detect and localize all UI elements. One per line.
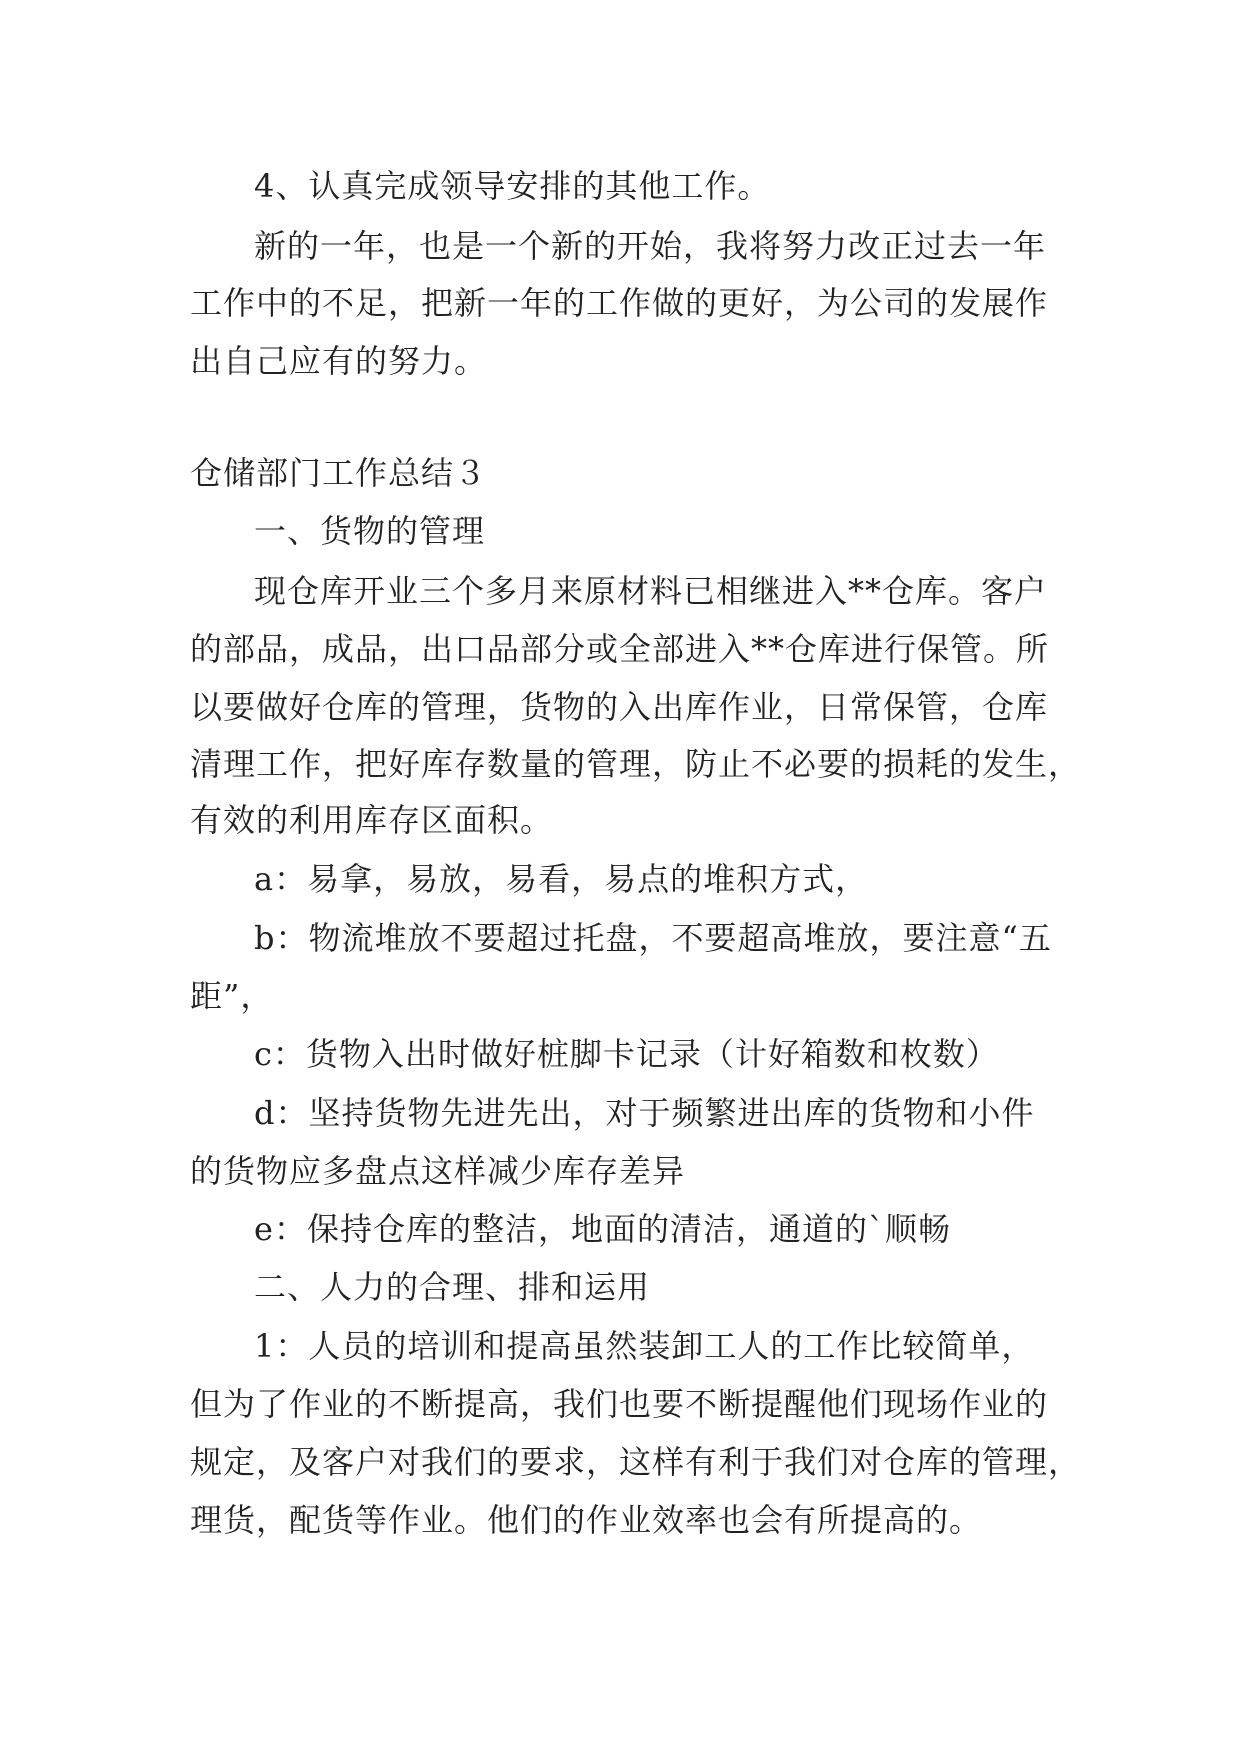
subsection-heading: 一、货物的管理	[254, 512, 486, 550]
paragraph-line: 以要做好仓库的管理，货物的入出库作业，日常保管，仓库	[190, 688, 1049, 726]
list-item-c: c：货物入出时做好桩脚卡记录（计好箱数和枚数）	[254, 1035, 999, 1073]
paragraph-line: 的部品，成品，出口品部分或全部进入**仓库进行保管。所	[190, 630, 1050, 668]
list-item-a: a：易拿，易放，易看，易点的堆积方式，	[254, 860, 869, 898]
list-item-b: b：物流堆放不要超过托盘，不要超高堆放，要注意“五	[254, 919, 1052, 957]
paragraph-line: 有效的利用库存区面积。	[190, 801, 554, 839]
paragraph-line: 但为了作业的不断提高，我们也要不断提醒他们现场作业的	[190, 1385, 1049, 1423]
paragraph-line: 出自己应有的努力。	[190, 342, 488, 380]
list-item-e: e：保持仓库的整洁，地面的清洁，通道的`顺畅	[254, 1210, 951, 1248]
list-item-1: 1：人员的培训和提高虽然装卸工人的工作比较简单，	[254, 1327, 1035, 1365]
list-item-d: d：坚持货物先进先出，对于频繁进出库的货物和小件	[254, 1094, 1035, 1132]
paragraph-line: 距”，	[190, 977, 274, 1015]
paragraph-line: 的货物应多盘点这样减少库存差异	[190, 1152, 686, 1190]
paragraph-line: 理货，配货等作业。他们的作业效率也会有所提高的。	[190, 1501, 983, 1539]
section-title: 仓储部门工作总结３	[190, 454, 488, 492]
paragraph-line: 现仓库开业三个多月来原材料已相继进入**仓库。客户	[254, 572, 1048, 610]
subsection-heading: 二、人力的合理、排和运用	[254, 1268, 651, 1306]
paragraph-line: 规定，及客户对我们的要求，这样有利于我们对仓库的管理，	[190, 1443, 1082, 1481]
paragraph-line: 工作中的不足，把新一年的工作做的更好，为公司的发展作	[190, 284, 1049, 322]
paragraph-line: 新的一年，也是一个新的开始，我将努力改正过去一年	[254, 227, 1047, 265]
list-item-4: 4、认真完成领导安排的其他工作。	[254, 167, 771, 205]
paragraph-line: 清理工作，把好库存数量的管理，防止不必要的损耗的发生，	[190, 745, 1082, 783]
